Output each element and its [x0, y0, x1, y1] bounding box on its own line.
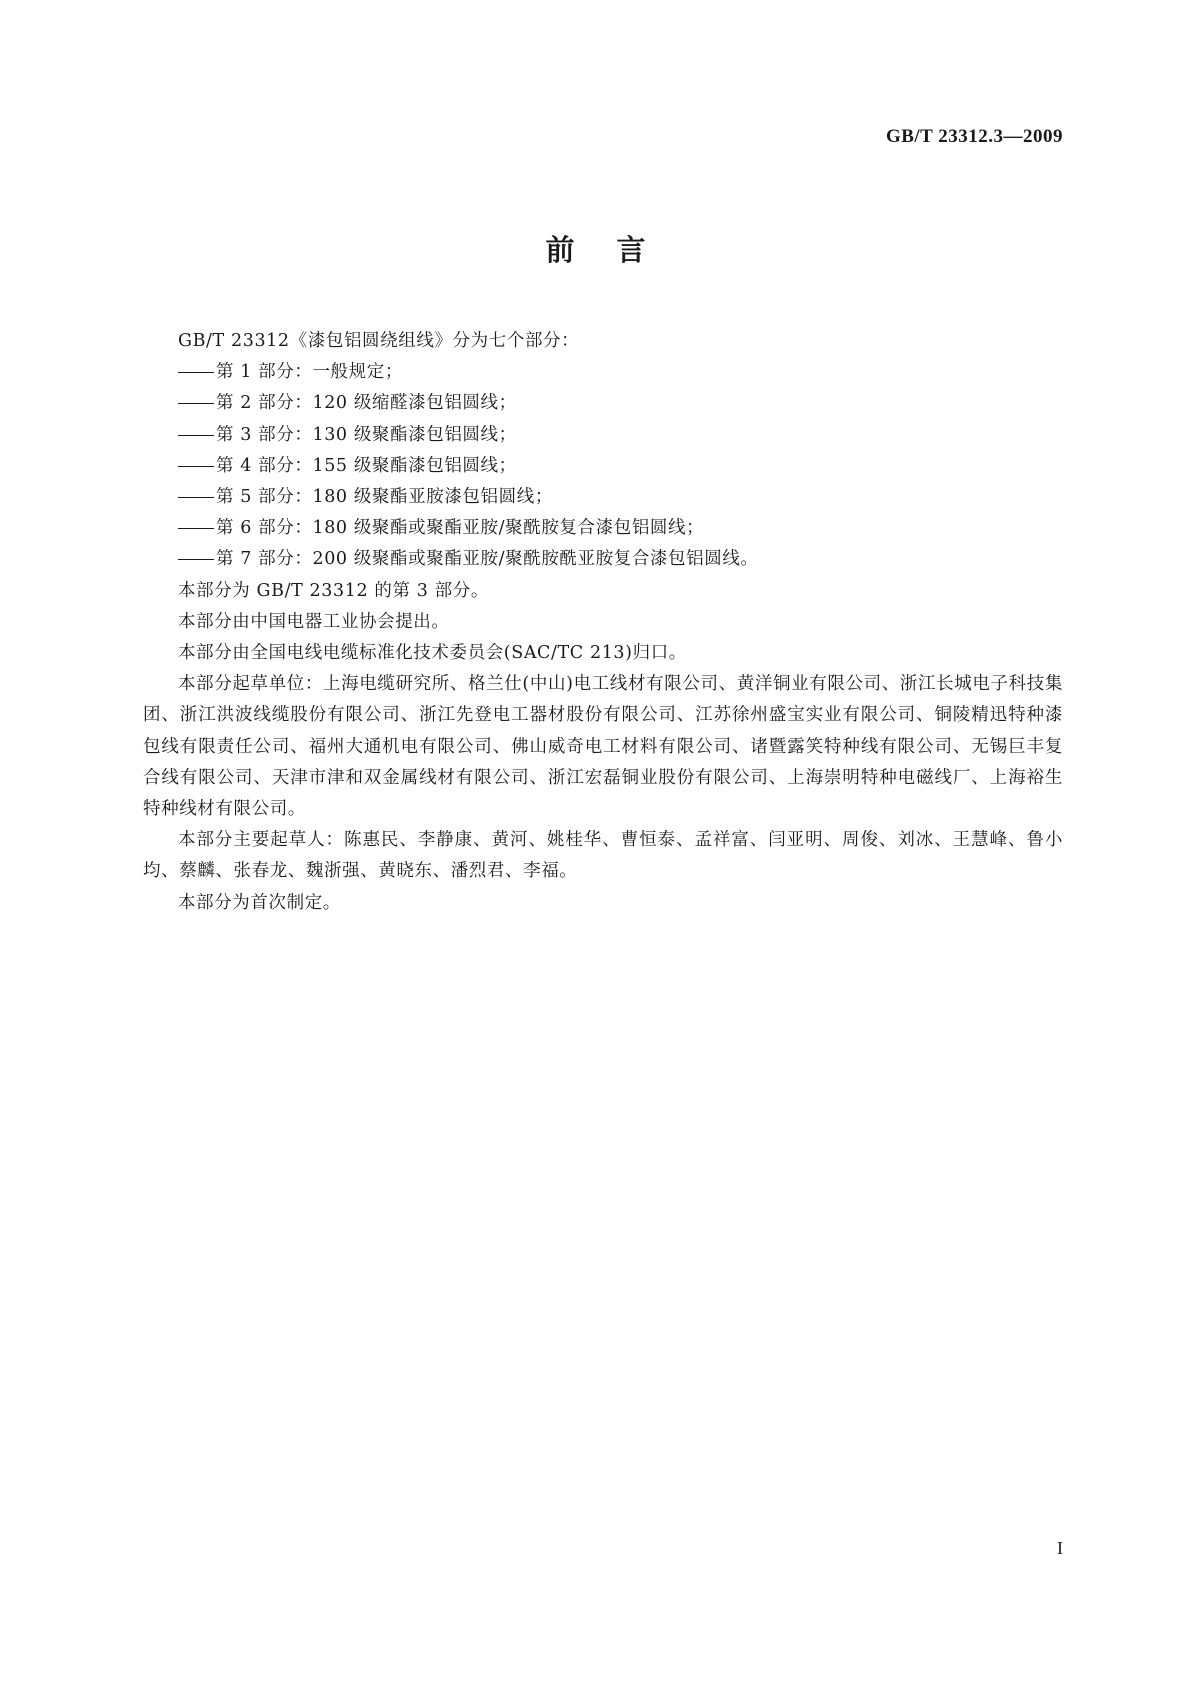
- list-item: 第 3 部分：130 级聚酯漆包铝圆线；: [143, 420, 1063, 451]
- dash-icon: [178, 497, 214, 498]
- intro-paragraph: GB/T 23312《漆包铝圆绕组线》分为七个部分：: [178, 331, 580, 351]
- drafters-paragraph: 本部分主要起草人：陈惠民、李静康、黄河、姚桂华、曹恒泰、孟祥富、闫亚明、周俊、刘冰、王慧峰、鲁小均、蔡麟、张春龙、魏浙强、黄晓东、潘烈君、李福。: [143, 830, 1063, 882]
- list-item: 第 7 部分：200 级聚酯或聚酯亚胺/聚酰胺酰亚胺复合漆包铝圆线。: [143, 544, 1063, 575]
- dash-icon: [178, 528, 214, 529]
- standard-number: GB/T 23312.3—2009: [885, 126, 1063, 147]
- dash-icon: [178, 372, 214, 373]
- list-item: 第 5 部分：180 级聚酯亚胺漆包铝圆线；: [143, 482, 1063, 513]
- list-item: 第 2 部分：120 级缩醛漆包铝圆线；: [143, 388, 1063, 419]
- dash-icon: [178, 466, 214, 467]
- list-item: 第 4 部分：155 级聚酯漆包铝圆线；: [143, 451, 1063, 482]
- dash-icon: [178, 559, 214, 560]
- drafting-units-paragraph: 本部分起草单位：上海电缆研究所、格兰仕(中山)电工线材有限公司、黄洋铜业有限公司、浙江长城电子科技集团、浙江洪波线缆股份有限公司、浙江先登电工器材股份有限公司、江苏徐州盛宝实业有限公司、铜陵精迅特种漆包线有限责任公司、福州大通机电有限公司、佛山威奇电工材料有限公司、诸暨露笑特种线有限公司、无锡巨丰复合线有限公司、天津市津和双金属线材有限公司、浙江宏磊铜业股份有限公司、上海崇明特种电磁线厂、上海裕生特种线材有限公司。: [143, 674, 1063, 820]
- page-number: I: [1057, 1538, 1063, 1558]
- dash-icon: [178, 435, 214, 436]
- list-item: 第 1 部分：一般规定；: [143, 357, 1063, 388]
- list-item: 第 6 部分：180 级聚酯或聚酯亚胺/聚酰胺复合漆包铝圆线；: [143, 513, 1063, 544]
- managed-by-paragraph: 本部分由全国电线电缆标准化技术委员会(SAC/TC 213)归口。: [178, 643, 687, 664]
- proposed-by-paragraph: 本部分由中国电器工业协会提出。: [178, 611, 450, 632]
- part-of-paragraph: 本部分为 GB/T 23312 的第 3 部分。: [178, 580, 489, 601]
- foreword-body: [143, 326, 1063, 919]
- dash-icon: [178, 403, 214, 404]
- page-title: 前言: [545, 233, 688, 267]
- first-edition-paragraph: 本部分为首次制定。: [178, 892, 341, 913]
